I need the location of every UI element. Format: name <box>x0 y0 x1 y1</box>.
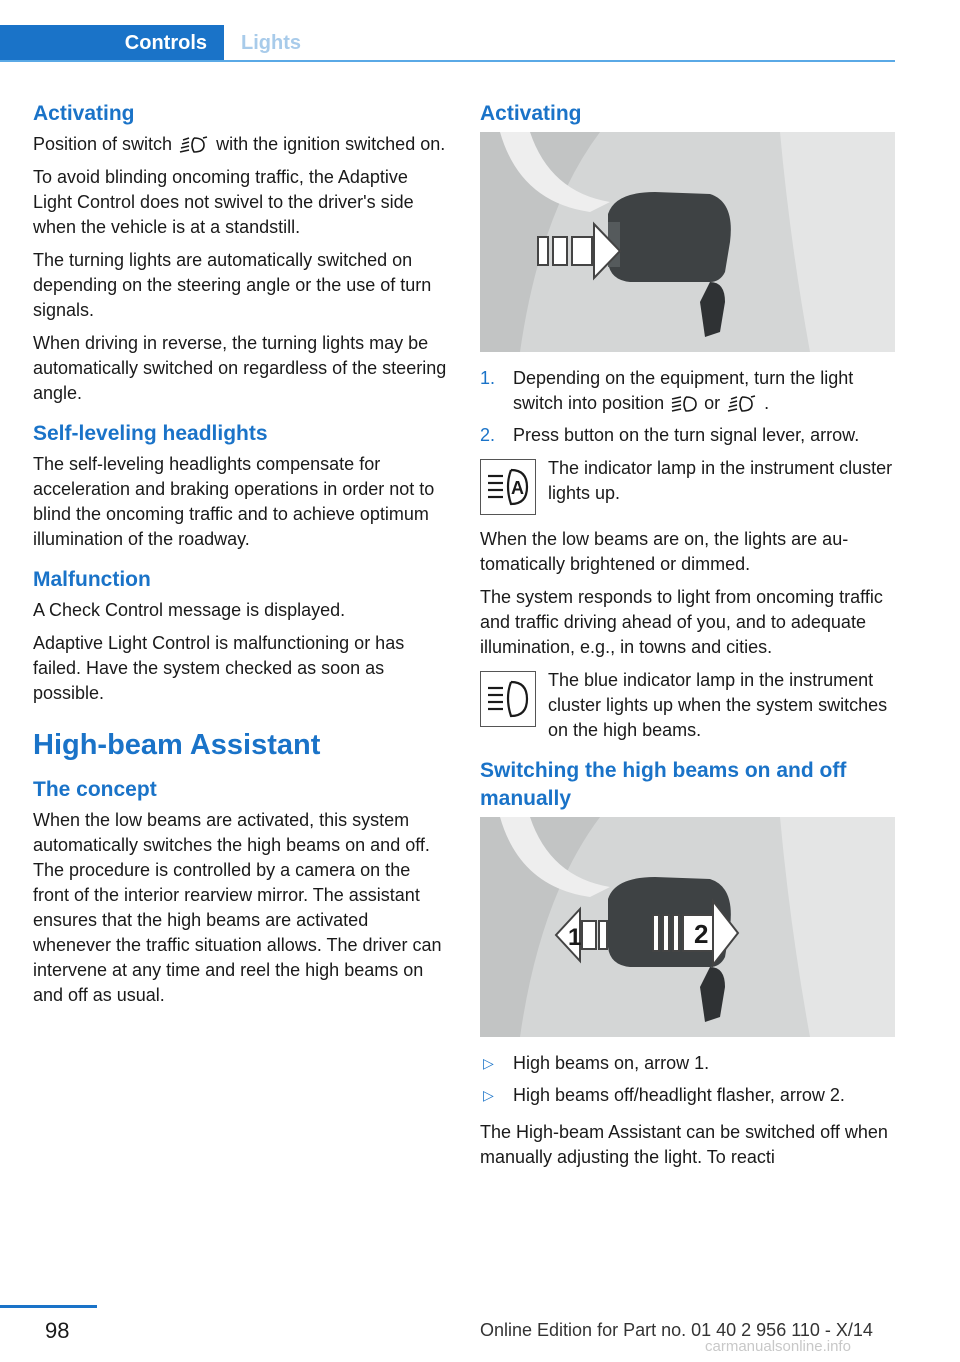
paragraph: Adaptive Light Control is malfunctioning or has failed. Have the system checked as soon as possible. <box>33 633 405 703</box>
footer-edition: Online Edition for Part no. 01 40 2 956 110 - X/14 <box>480 1320 873 1340</box>
auto-headlight-icon <box>177 135 211 155</box>
left-column <box>33 100 448 1016</box>
paragraph: Position of switch with the ignition switched on. <box>33 134 446 154</box>
svg-text:A: A <box>511 478 524 498</box>
right-column <box>480 100 895 1178</box>
list-item: ▷ High beams on, arrow 1. <box>483 1053 710 1073</box>
arrow-label-1: 1 <box>568 924 582 951</box>
tab-controls[interactable]: Controls <box>0 25 224 61</box>
auto-headlight-icon <box>725 394 759 414</box>
paragraph: The turning lights are automatically switched on depending on the steering angle or the use of turn signals. <box>33 250 432 320</box>
section-title-activating-right: Activating <box>480 102 582 125</box>
indicator-note: The blue indicator lamp in the instrument cluster lights up when the system switches on the high beams. <box>480 668 895 743</box>
arrow-label-2: 2 <box>694 919 709 949</box>
paragraph: The system responds to light from oncoming traffic and traffic driving ahead of you, and to adequate illumination, e.g., in towns and cities. <box>480 587 883 657</box>
list-item: ▷ High beams off/headlight flasher, arrow 2. <box>483 1085 845 1105</box>
footer-rule <box>0 1305 97 1308</box>
lever-illustration <box>480 132 895 352</box>
section-title-self-leveling: Self-leveling headlights <box>33 422 268 445</box>
watermark: carmanualsonline.info <box>705 1338 851 1355</box>
paragraph: When driving in reverse, the turning lights may be automatically switched on regardless of the steering angle. <box>33 333 447 403</box>
paragraph: The self-leveling headlights compensate for acceleration and braking operations in order not to blind the oncoming traffic and to achieve optimum illumination of the roadway. <box>33 454 435 549</box>
low-beam-icon <box>669 394 699 414</box>
paragraph: The High-beam Assistant can be switched off when manually adjusting the light. To reacti <box>480 1122 888 1167</box>
high-beam-assistant-icon <box>480 459 536 515</box>
section-title-switching-manual: Switching the high beams on and off manually <box>480 759 847 810</box>
list-item: 2. Press button on the turn signal lever, arrow. <box>480 425 860 445</box>
indicator-note: A The indicator lamp in the instrument cluster lights up. <box>480 456 895 515</box>
high-beam-icon <box>480 671 536 727</box>
paragraph: A Check Control message is displayed. <box>33 600 346 620</box>
paragraph: To avoid blinding oncoming traffic, the Adaptive Light Control does not swivel to the driver's side when the vehicle is at a standstill. <box>33 167 414 237</box>
lever-arrows-photo <box>480 817 895 1037</box>
paragraph: When the low beams are on, the lights are automatically brightened or dimmed. <box>480 529 849 574</box>
list-item: 1. Depending on the equipment, turn the light switch into position or . <box>480 368 854 413</box>
tab-lights[interactable]: Lights <box>241 31 301 54</box>
lever-arrows-illustration <box>480 817 895 1037</box>
section-title-activating: Activating <box>33 102 135 125</box>
chapter-title-high-beam-assistant: High-beam Assistant <box>33 729 321 761</box>
steps-list <box>480 366 895 448</box>
turn-signal-lever-photo <box>480 132 895 352</box>
paragraph: When the low beams are activated, this system automatically switches the high beams on and off. The procedure is controlled by a camera on the front of the interior rearview mirror. The assistant ensures that the high beams are activated whenever the traffic situation allows. The driver can intervene at any time and reel the high beams on and off as usual. <box>33 810 442 1005</box>
section-title-malfunction: Malfunction <box>33 568 151 591</box>
section-title-concept: The concept <box>33 778 157 801</box>
bullet-list <box>480 1051 895 1108</box>
header-rule <box>0 60 895 62</box>
page-number: 98 <box>45 1318 70 1343</box>
